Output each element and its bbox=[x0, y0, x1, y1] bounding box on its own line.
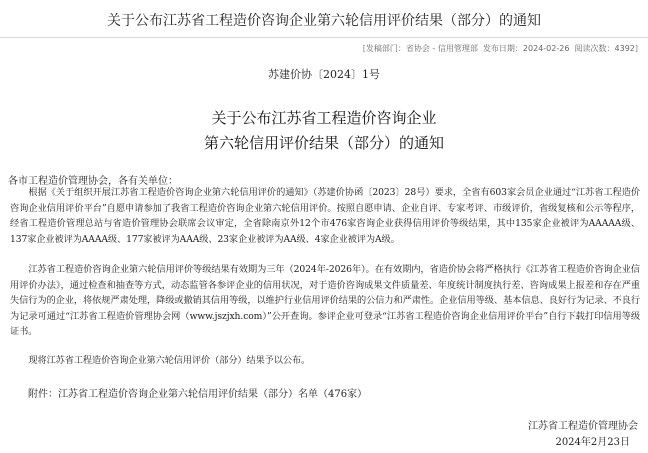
views-label: 阅读次数： bbox=[574, 44, 615, 53]
document-number: 苏建价协〔2024〕1号 bbox=[268, 68, 380, 81]
notice-title-line-2: 第六轮信用评价结果（部分）的通知 bbox=[203, 134, 444, 152]
page-title: 关于公布江苏省工程造价咨询企业第六轮信用评价结果（部分）的通知 bbox=[107, 13, 541, 29]
page-header bbox=[0, 0, 648, 38]
signature-organization: 江苏省工程造价管理协会 bbox=[528, 421, 638, 432]
view-count: 4392 bbox=[614, 44, 635, 53]
source-department-link[interactable]: 省协会 - 信用管理部 bbox=[405, 44, 478, 53]
article-meta bbox=[363, 43, 638, 54]
salutation: 各市工程造价管理协会，各有关单位： bbox=[8, 176, 178, 187]
article-meta-bar bbox=[0, 42, 648, 58]
source-label: 发稿部门： bbox=[365, 44, 406, 53]
meta-bracket-close: ] bbox=[634, 44, 638, 53]
notice-title-line-1: 关于公布江苏省工程造价咨询企业 bbox=[211, 109, 437, 127]
body-paragraph-3: 现将江苏省工程造价咨询企业第六轮信用评价（部分）结果予以公布。 bbox=[28, 355, 311, 366]
attachment-link[interactable]: 附件：江苏省工程造价咨询企业第六轮信用评价结果（部分）名单（476家） bbox=[28, 389, 368, 400]
date-label: 发布日期： bbox=[482, 44, 523, 53]
body-paragraph-2: 江苏省工程造价咨询企业第六轮信用评价等级结果有效期为三年（2024年-2026年）。在有效期内，省造价协会将严格执行《江苏省工程造价咨询企业信用评价办法》，通过检查和抽查等方式，动态监管各参评企业的信用状况，对于造价咨询成果文件质量差、年度统计制度执行差、咨询成果上报差和存在严重失信行为的企业，将依规严肃处理，降级或撤销其信用等级，以维护行业信用评价结果的公信力和严肃性。企业信用等级、基本信息、良好行为记录、不良行为记录可通过“江苏省工程造价管理协会网（www.jszjxh.com）”公开查询。参评企业可登录“江苏省工程造价咨询企业信用评价平台”自行下载打印信用等级证书。 bbox=[10, 264, 640, 338]
publish-date: 2024-02-26 bbox=[522, 44, 570, 53]
body-paragraph-1: 根据《关于组织开展江苏省工程造价咨询企业第六轮信用评价的通知》（苏建价协函〔2023〕28号）要求，全省有603家会员企业通过“江苏省工程造价咨询企业信用评价平台”自愿申请参加了我省工程造价咨询企业第六轮信用评价。按照自愿申请、企业自评、专家考评、市级评价，省级复核和公示等程序，经省工程造价管理总站与省造价管理协会联席会议审定，全省除南京外12个市476家咨询企业获得信用评价等级结果，其中135家企业被评为AAAAA级、137家企业被评为AAAA级、177家被评为AAA级、23家企业被评为AA级、4家企业被评为A级。 bbox=[10, 187, 640, 245]
signature-date: 2024年2月23日 bbox=[555, 437, 630, 448]
meta-bracket-open: [ bbox=[362, 44, 366, 53]
